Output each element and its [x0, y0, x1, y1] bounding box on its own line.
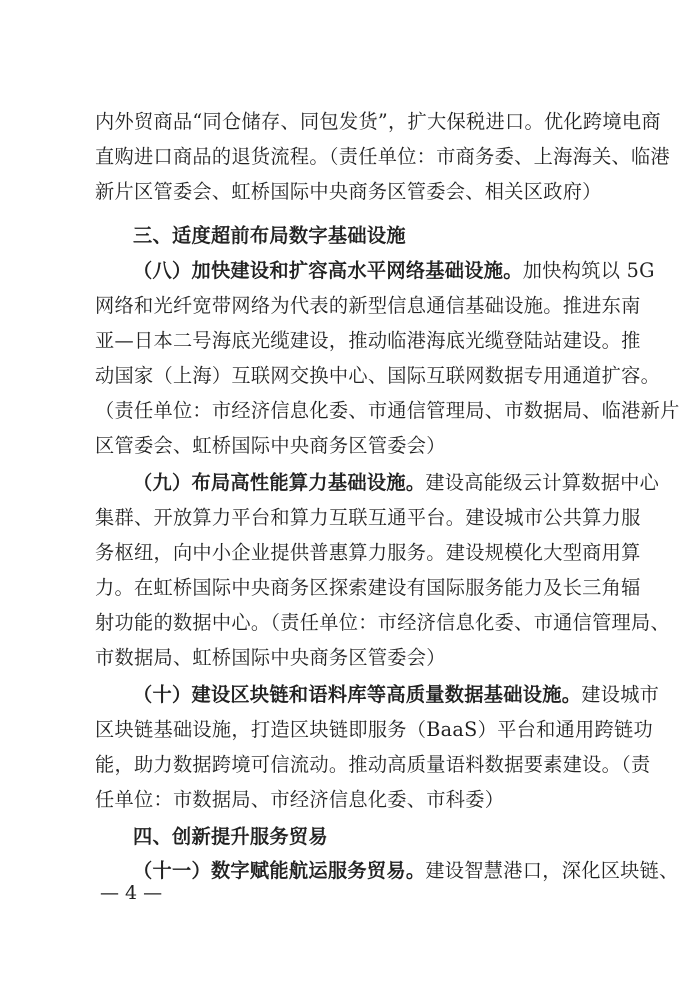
- line-text: 加快构筑以 5G: [522, 259, 655, 282]
- line-text: 市数据局、虹桥国际中央商务区管委会）: [95, 646, 446, 669]
- body-line-12: [95, 504, 641, 532]
- body-line-18: [95, 716, 653, 744]
- paragraph-11-start: [133, 857, 679, 885]
- line-text: 网络和光纤宽带网络为代表的新型信息通信基础设施。推进东南: [95, 294, 641, 317]
- line-text: 任单位：市数据局、市经济信息化委、市科委）: [95, 788, 505, 811]
- line-text: 建设城市: [581, 683, 660, 706]
- line-text: 建设高能级云计算数据中心: [425, 471, 660, 494]
- body-line-9: [95, 397, 680, 425]
- line-text: 区块链基础设施，打造区块链即服务（BaaS）平台和通用跨链功: [95, 718, 653, 741]
- body-line-15: [95, 609, 670, 637]
- body-line-14: [95, 574, 641, 602]
- body-line-10: [95, 432, 446, 460]
- line-text: 集群、开放算力平台和算力互联互通平台。建设城市公共算力服: [95, 506, 641, 529]
- paragraph-9-start: [133, 469, 659, 497]
- line-text: 建设智慧港口，深化区块链、: [425, 859, 679, 882]
- body-line-7: [95, 327, 641, 355]
- body-line-19: [95, 751, 651, 779]
- paragraph-lead: （八）加快建设和扩容高水平网络基础设施。: [133, 259, 523, 282]
- paragraph-10-start: [133, 681, 659, 709]
- section-heading-text: 三、适度超前布局数字基础设施: [133, 224, 406, 247]
- line-text: 新片区管委会、虹桥国际中央商务区管委会、相关区政府）: [95, 180, 602, 203]
- line-text: 力。在虹桥国际中央商务区探索建设有国际服务能力及长三角辐: [95, 576, 641, 599]
- line-text: 射功能的数据中心。（责任单位：市经济信息化委、市通信管理局、: [95, 611, 671, 634]
- body-line-16: [95, 644, 446, 672]
- line-text: 亚—日本二号海底光缆建设，推动临港海底光缆登陆站建设。推: [95, 329, 641, 352]
- body-line-13: [95, 539, 641, 567]
- section-heading-4: [133, 823, 328, 851]
- section-heading-3: [133, 222, 406, 250]
- line-text: 直购进口商品的退货流程。（责任单位：市商务委、上海海关、临港: [95, 145, 671, 168]
- body-line-3: [95, 178, 602, 206]
- line-text: 动国家（上海）互联网交换中心、国际互联网数据专用通道扩容。: [95, 364, 661, 387]
- line-text: 务枢纽，向中小企业提供普惠算力服务。建设规模化大型商用算: [95, 541, 641, 564]
- body-line-2: [95, 143, 670, 171]
- line-text: 能，助力数据跨境可信流动。推动高质量语料数据要素建设。（责: [95, 753, 651, 776]
- page-number: — 4 —: [100, 882, 163, 904]
- body-line-1: [95, 108, 661, 136]
- paragraph-lead: （十）建设区块链和语料库等高质量数据基础设施。: [133, 683, 582, 706]
- line-text: （责任单位：市经济信息化委、市通信管理局、市数据局、临港新片: [95, 399, 680, 422]
- line-text: 内外贸商品“同仓储存、同包发货”，扩大保税进口。优化跨境电商: [95, 110, 661, 133]
- paragraph-lead: （九）布局高性能算力基础设施。: [133, 471, 426, 494]
- line-text: 区管委会、虹桥国际中央商务区管委会）: [95, 434, 446, 457]
- paragraph-lead: （十一）数字赋能航运服务贸易。: [133, 859, 426, 882]
- section-heading-text: 四、创新提升服务贸易: [133, 825, 328, 848]
- body-line-20: [95, 786, 504, 814]
- paragraph-8-start: [133, 257, 655, 285]
- body-line-6: [95, 292, 641, 320]
- body-line-8: [95, 362, 660, 390]
